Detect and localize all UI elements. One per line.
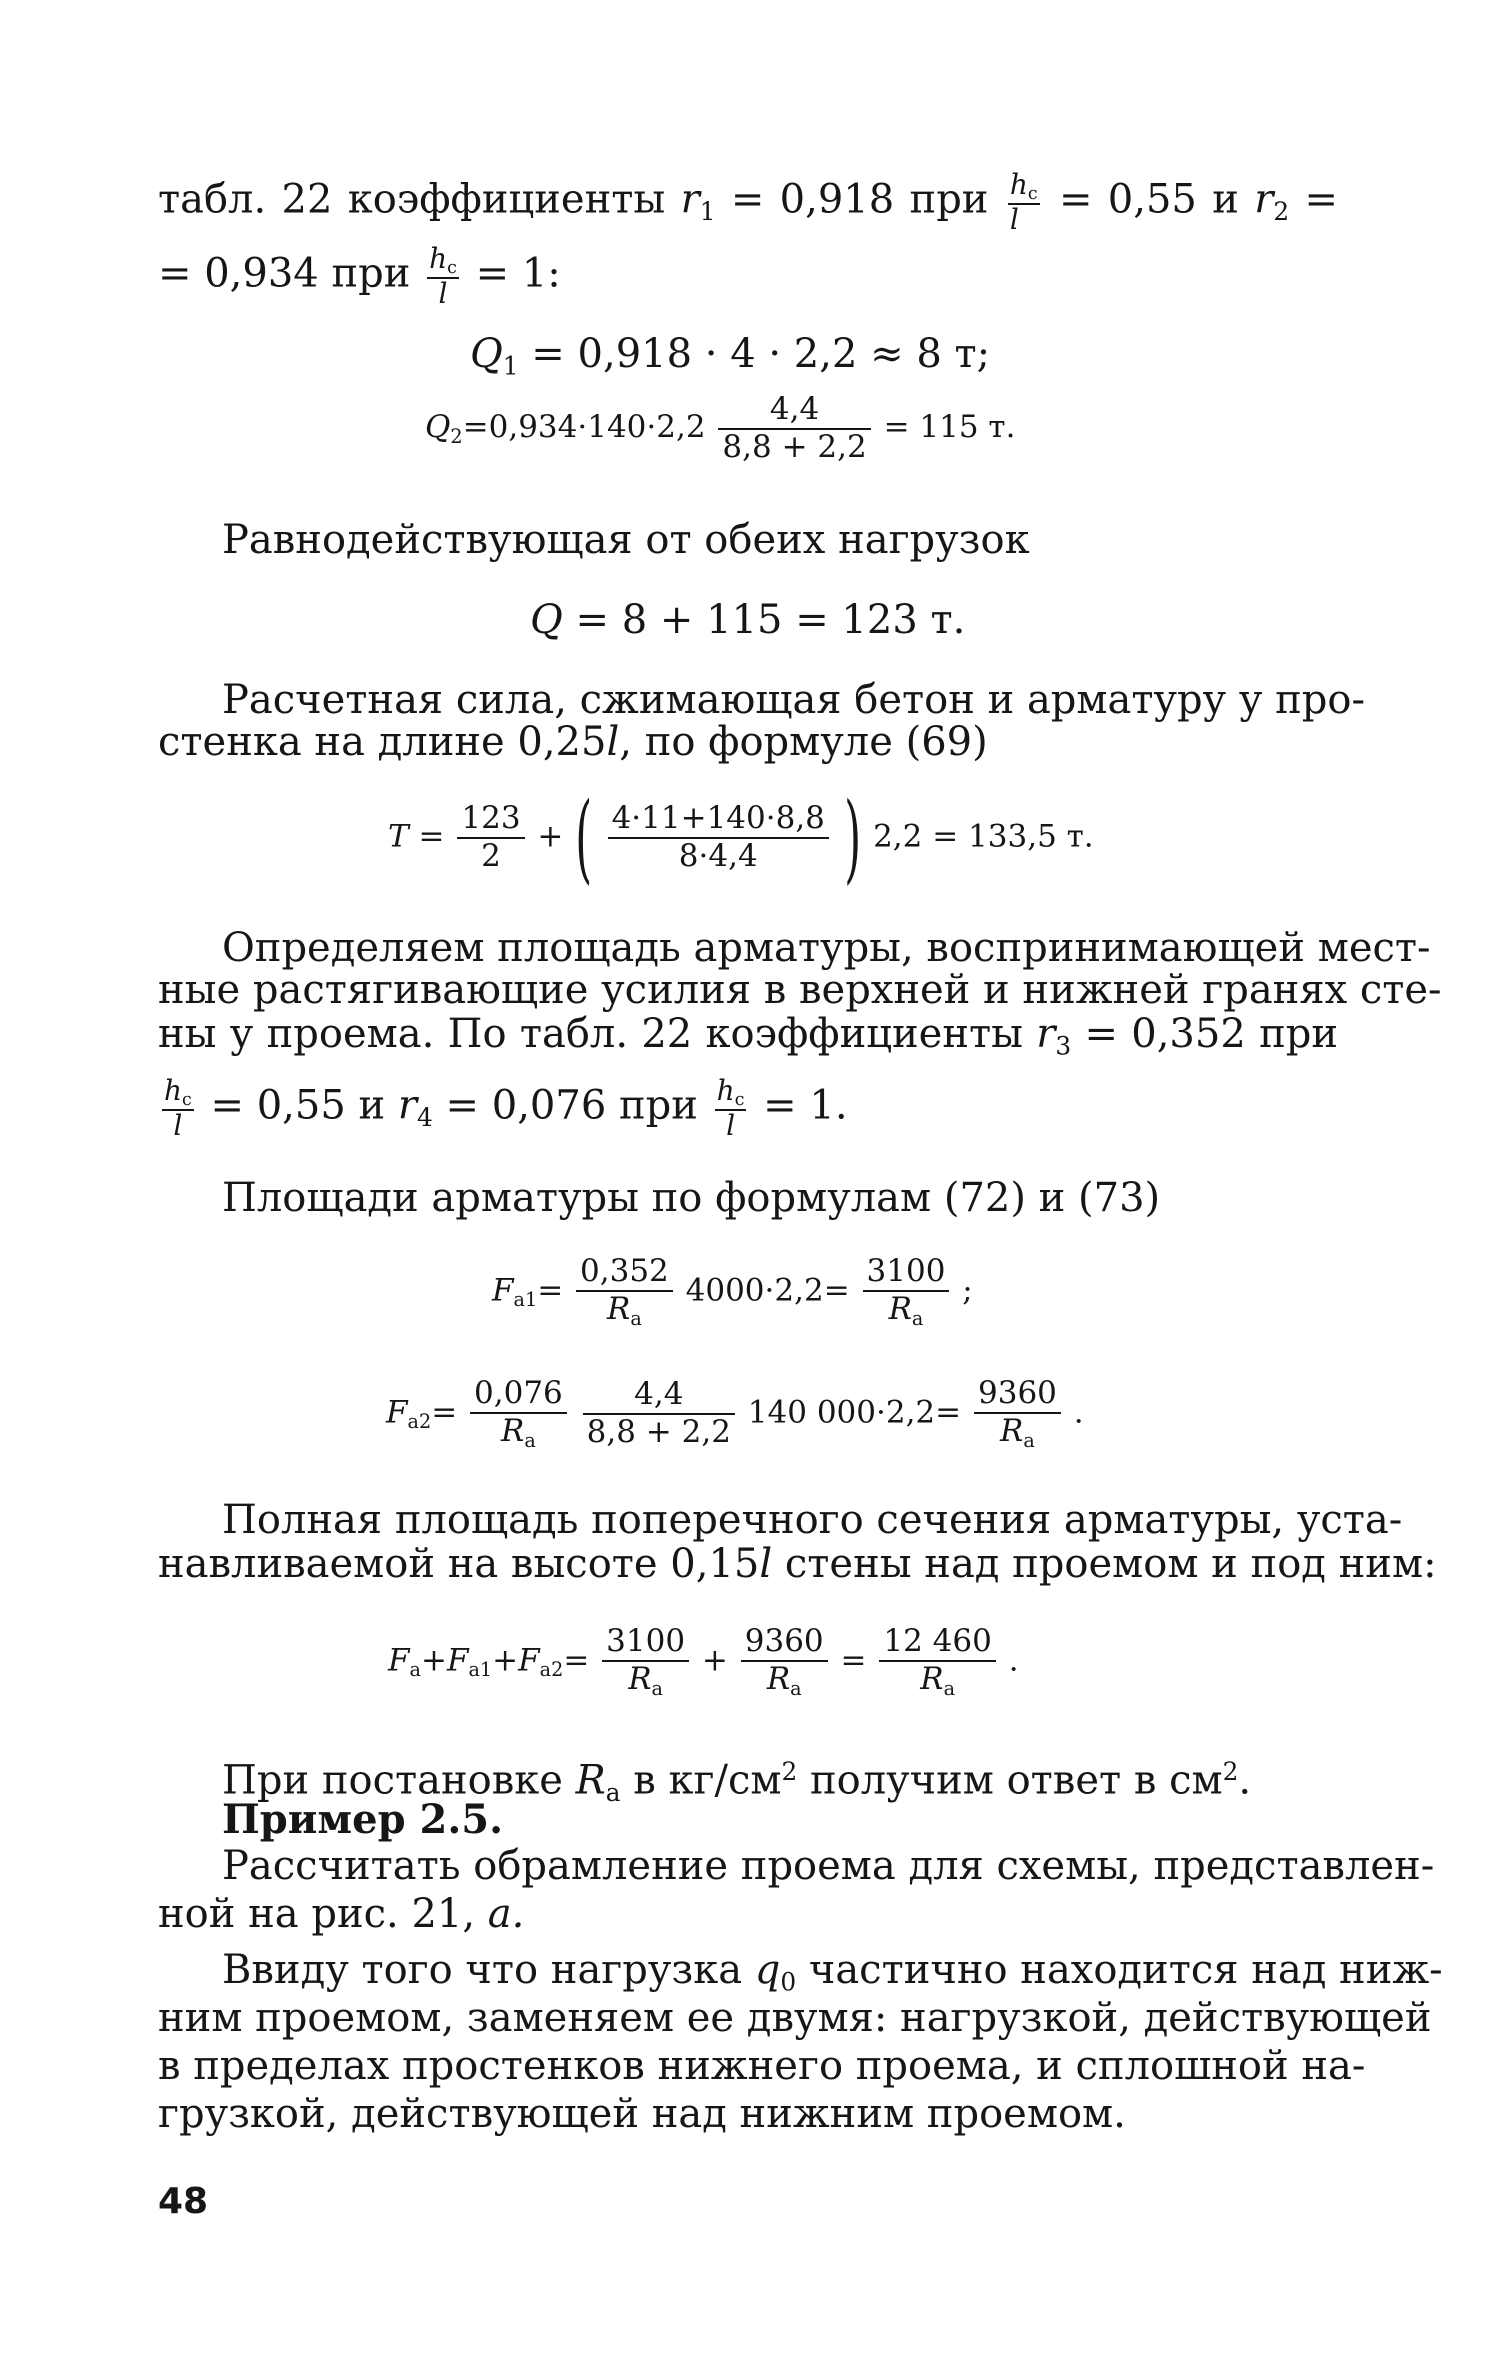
fraction-sum-12460: $\frac{12 460}{R_a}$	[879, 1624, 995, 1700]
fraction-q2: $\frac{4,4}{8,8 + 2,2}$	[718, 392, 870, 465]
fraction-hc-over-l: $\frac{h_c}{l}$	[1009, 168, 1038, 237]
text-line-7: ные растягивающие усилия в верхней и нижней гранях сте-	[158, 967, 1442, 1013]
fraction-sum-3100: $\frac{3100}{R_a}$	[602, 1624, 689, 1700]
text-line-1: табл. 22 коэффициенты $r_1 = 0,918$ при $\frac{h_c}{l}$ = 0,55 и $r_2$ =	[158, 168, 1338, 237]
equation-t: T = $\frac{123}{2}$ + ( $\frac{4\cdot 11+140\cdot 8,8}{8\cdot 4,4}$ ) 2,2 = 133,5 т.	[388, 782, 1094, 894]
fraction-hc-over-l: $\frac{h_c}{l}$	[716, 1074, 745, 1143]
text-line-8: ны у проема. По табл. 22 коэффициенты $r_3 = 0,352$ при	[158, 1011, 1339, 1061]
text-line-6: Определяем площадь арматуры, воспринимающей мест-	[222, 925, 1431, 971]
fraction-sum-9360: $\frac{9360}{R_a}$	[741, 1624, 828, 1700]
fraction-fa2-coef: $\frac{0,076}{R_a}$	[470, 1376, 567, 1452]
text-line-13: При постановке $R_a$ в $кг/см^2$ получим ответ в $см^2$.	[222, 1757, 1252, 1808]
text-line-16: ной на рис. 21, а.	[158, 1891, 525, 1937]
text-line-9: $\frac{h_c}{l}$ = 0,55 и $r_4 = 0,076$ при $\frac{h_c}{l}$ = 1.	[164, 1074, 848, 1143]
fraction-hc-over-l: $\frac{h_c}{l}$	[164, 1074, 192, 1143]
equation-q2: $Q_2=0,934\cdot 140\cdot 2,2$ $\frac{4,4}{8,8 + 2,2}$ = 115 т.	[425, 391, 1016, 465]
fraction-hc-over-l: $\frac{h_c}{l}$	[429, 242, 457, 311]
text-line-18: ним проемом, заменяем ее двумя: нагрузкой, действующей	[158, 1995, 1432, 2041]
fraction-3100: $\frac{3100}{R_a}$	[863, 1254, 950, 1330]
example-heading: Пример 2.5.	[222, 1796, 504, 1843]
text-line-3: Равнодействующая от обеих нагрузок	[222, 517, 1030, 563]
text-line-2: = 0,934 при $\frac{h_c}{l}$ = 1:	[158, 242, 561, 311]
fraction-fa1-coef: $\frac{0,352}{R_a}$	[576, 1254, 673, 1330]
text-line-12: навливаемой на высоте 0,15l стены над проемом и под ним:	[158, 1541, 1437, 1587]
text-line-11: Полная площадь поперечного сечения арматуры, уста-	[222, 1497, 1403, 1543]
text-line-4: Расчетная сила, сжимающая бетон и арматуру у про-	[222, 677, 1366, 723]
fraction-fa2-ratio: $\frac{4,4}{8,8 + 2,2}$	[583, 1377, 735, 1450]
fraction-t2: $\frac{4\cdot 11+140\cdot 8,8}{8\cdot 4,4}$	[608, 801, 829, 874]
text-line-19: в пределах простенков нижнего проема, и сплошной на-	[158, 2043, 1366, 2089]
equation-fa1: $F_{a1}=$ $\frac{0,352}{R_a}$ 4000·2,2= $\frac{3100}{R_a}$ ;	[492, 1253, 973, 1330]
text-line-5: стенка на длине 0,25l, по формуле (69)	[158, 719, 988, 765]
equation-q: Q = 8 + 115 = 123 т.	[530, 597, 966, 643]
fraction-9360: $\frac{9360}{R_a}$	[974, 1376, 1061, 1452]
text-line-17: Ввиду того что нагрузка $q_0$ частично находится над ниж-	[222, 1947, 1443, 1997]
equation-fa2: $F_{a2}=$ $\frac{0,076}{R_a}$ $\frac{4,4}{8,8 + 2,2}$ 140 000·2,2= $\frac{9360}{R_a}$ .	[386, 1375, 1084, 1452]
text-line-15: Рассчитать обрамление проема для схемы, представлен-	[222, 1843, 1435, 1889]
page-number: 48	[158, 2181, 209, 2222]
text-line-10: Площади арматуры по формулам (72) и (73)	[222, 1175, 1161, 1221]
equation-sum: $F_a+F_{a1}+F_{a2}=$ $\frac{3100}{R_a}$ + $\frac{9360}{R_a}$ = $\frac{12 460}{R_a}$ .	[388, 1623, 1019, 1700]
text-line-20: грузкой, действующей над нижним проемом.	[158, 2091, 1126, 2137]
equation-q1: $Q_1 = 0,918 \cdot 4 \cdot 2,2 \approx 8$ т;	[470, 331, 991, 381]
fraction-t1: $\frac{123}{2}$	[457, 801, 524, 874]
